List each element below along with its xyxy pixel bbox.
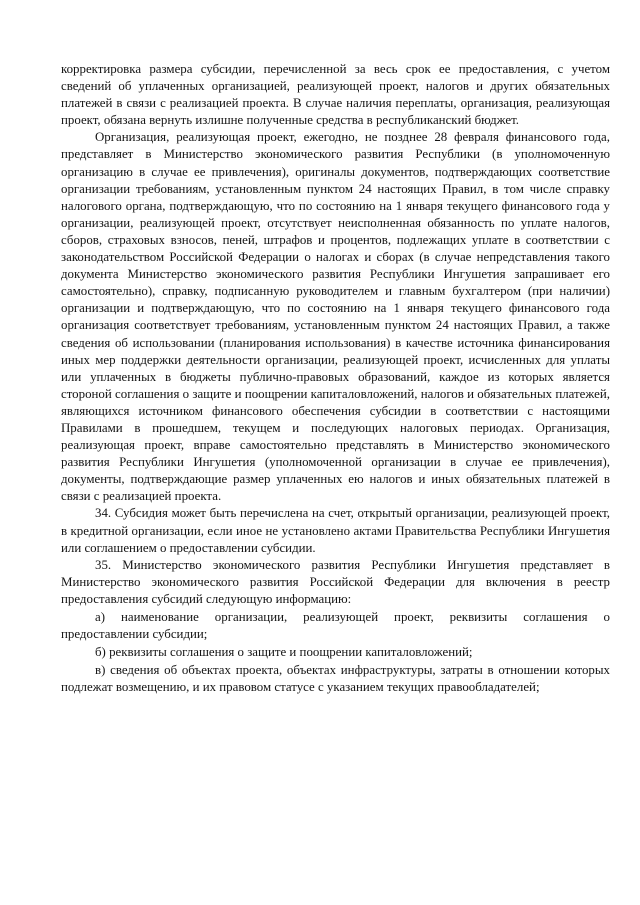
document-page — [61, 61, 610, 696]
paragraph-annual-report: Организация, реализующая проект, ежегодно, не позднее 28 февраля финансового года, представляет в Министерство экономического развития Республики (в уполномоченную организацию в случае ее привлечения), оригиналы документов, подтверждающих соответствие организации требованиям, установленным пунктом 24 настоящих Правил, в том числе справку налогового органа, подтверждающую, что по состоянию на 1 января текущего финансового года у организации, реализующей проект, отсутствует неисполненная обязанность по уплате налогов, сборов, страховых взносов, пеней, штрафов и процентов, подлежащих уплате в соответствии с законодательством Российской Федерации о налогах и сборах (в случае непредставления такого документа Министерство экономического развития Республики Ингушетия запрашивает его самостоятельно), справку, подписанную руководителем и главным бухгалтером (при наличии) организации и подтверждающую, что по состоянию на 1 января текущего финансового года организация соответствует требованиям, установленным пунктом 24 настоящих Правил, а также сведения об использовании (планирования использования) в качестве источника финансирования иных мер поддержки деятельности организации, реализующей проект, исчисленных для уплаты или уплаченных в бюджеты публично-правовых образований, каждое из которых является стороной соглашения о защите и поощрении капиталовложений, налогов и обязательных платежей, являющихся источником финансового обеспечения субсидии в соответствии с настоящими Правилами в прошедшем, текущем и последующих налоговых периодах. Организация, реализующая проект, вправе самостоятельно представлять в Министерство экономического развития Республики Ингушетия (уполномоченной организации в случае ее привлечения), документы, подтверждающие размер уплаченных ею налогов и иных обязательных платежей в связи с реализацией проекта. — [61, 130, 610, 504]
paragraph-35: 35. Министерство экономического развития Республики Ингушетия представляет в Министерство экономического развития Российской Федерации для включения в реестр предоставления субсидий следующую информацию: — [61, 557, 610, 606]
list-item-b: б) реквизиты соглашения о защите и поощрении капиталовложений; — [95, 645, 473, 660]
paragraph-continuation: корректировка размера субсидии, перечисленной за весь срок ее предоставления, с учетом сведений об уплаченных организацией, реализующей проект, налогов и других обязательных платежей в связи с реализацией проекта. В случае наличия переплаты, организация, реализующая проект, обязана вернуть излишне полученные средства в республиканский бюджет. — [61, 62, 610, 128]
paragraph-34: 34. Субсидия может быть перечислена на счет, открытый организации, реализующей проект, в кредитной организации, если иное не установлено актами Правительства Республики Ингушетия или соглашением о предоставлении субсидии. — [61, 506, 610, 555]
list-item-a: а) наименование организации, реализующей проект, реквизиты соглашения о предоставлении субсидии; — [61, 610, 610, 642]
list-item-v: в) сведения об объектах проекта, объектах инфраструктуры, затраты в отношении которых подлежат возмещению, и их правовом статусе с указанием текущих правообладателей; — [61, 663, 610, 695]
